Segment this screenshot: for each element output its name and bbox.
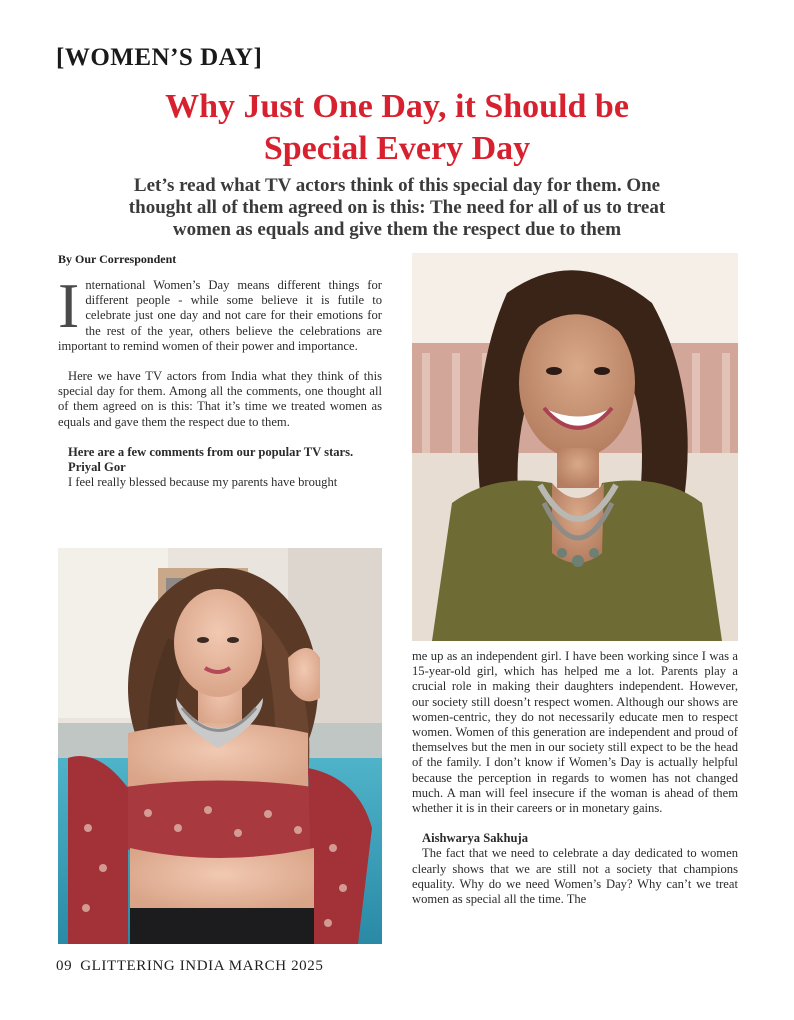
deck-line-3: women as equals and give them the respect due to them [172, 219, 622, 240]
article-headline [40, 86, 754, 170]
page-number: 09 [56, 958, 73, 974]
left-column [58, 270, 382, 490]
drop-cap: I [58, 270, 80, 341]
photo-aishwarya [412, 253, 738, 641]
deck-line-1: Let’s read what TV actors think of this special day for them. One [133, 175, 661, 196]
publication-name: GLITTERING INDIA MARCH 2025 [80, 958, 324, 974]
paragraph-4-start: I feel really blessed because my parents have brought [68, 475, 338, 490]
speaker-name-2: Aishwarya Sakhuja [422, 831, 529, 846]
deck-line-2: thought all of them agreed on is this: The need for all of us to treat [128, 197, 666, 218]
paragraph-2: Here we have TV actors from India what they think of this special day for them. Among all the comments, one thought all of them agreed on is this: That it’s time we treated women as equals and gave them the respect due to them. [58, 369, 382, 429]
paragraph-4-continued: me up as an independent girl. I have been working since I was a 15-year-old girl, which has helped me a lot. Parents play a crucial role in making their daughters independent. However, our society still doesn’t respect women. Although our shows are women-centric, they do not necessarily educate men to respect women. Women of this generation are independent and proud of themselves but the men in our society still expect to be the head of the family. I don’t know if Women’s Day is actually helpful because the perception in regards to women has not changed much. A man will feel insecure if the woman is ahead of them whether it is in their careers or in monetary gains. [412, 649, 738, 816]
section-tag: [WOMEN’S DAY] [56, 44, 263, 71]
speaker-name-1: Priyal Gor [68, 460, 126, 475]
photo-illustration-left [58, 548, 382, 944]
right-column [412, 649, 738, 907]
headline-line-2: Special Every Day [263, 130, 531, 167]
article-deck [60, 175, 734, 241]
intro-paragraph [58, 270, 382, 354]
paragraph-3: Here are a few comments from our popular TV stars. [68, 444, 354, 459]
page-footer [56, 958, 331, 975]
headline-line-1: Why Just One Day, it Should be [165, 88, 629, 125]
photo-illustration-right [412, 253, 738, 641]
intro-text: nternational Women’s Day means different things for different people - while some believe it is futile to celebrate just one day and not care for their emotions for the rest of the year, others believe the celebrations are important to remind women of their power and importance. [58, 278, 382, 353]
paragraph-5: The fact that we need to celebrate a day dedicated to women clearly shows that we are still not a society that champions equality. Why do we need Women’s Day? Why can’t we treat women as special all the time. The [412, 846, 738, 907]
photo-priyal-gor [58, 548, 382, 944]
byline: By Our Correspondent [58, 252, 177, 266]
